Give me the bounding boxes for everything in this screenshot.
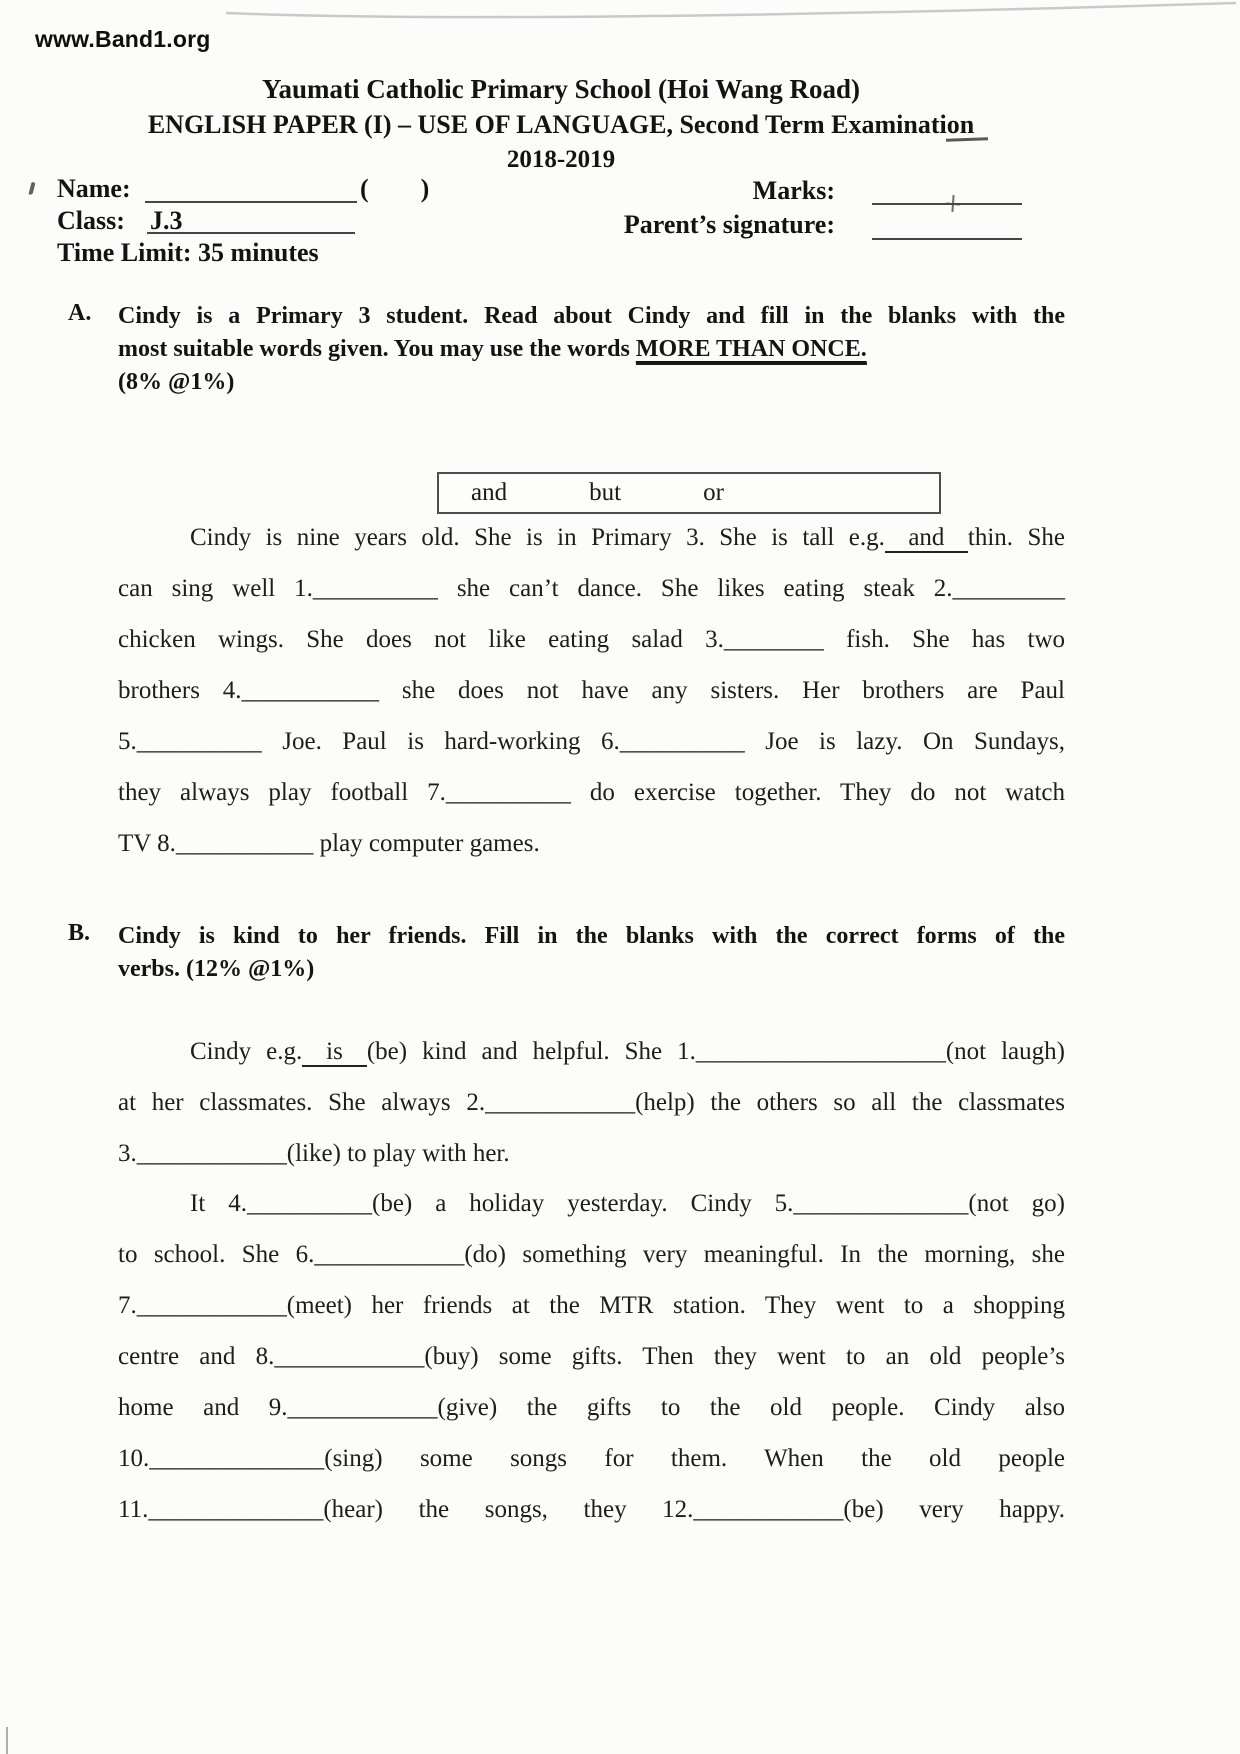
passage-b1-line-1-pre: Cindy e.g. <box>190 1038 303 1065</box>
example-answer-is: is <box>302 1038 367 1067</box>
section-b-instruction-line-1: Cindy is kind to her friends. Fill in the blanks with the correct forms of the <box>118 923 1065 949</box>
section-a-letter: A. <box>68 300 92 326</box>
time-limit-label: Time Limit: 35 minutes <box>57 238 319 267</box>
passage-b2-line-7: 11.______________(hear) the songs, they 12.____________(be) very happy. <box>118 1496 1065 1523</box>
passage-a-line-7: TV 8.___________ play computer games. <box>118 830 540 857</box>
school-name: Yaumati Catholic Primary School (Hoi Wang Road) <box>261 74 860 104</box>
section-a-instruction-line-2 <box>118 333 1065 366</box>
class-label: Class: <box>57 206 125 235</box>
section-a-passage <box>118 512 1065 869</box>
passage-b1-line-2: at her classmates. She always 2.____________(help) the others so all the classmates <box>118 1089 1065 1116</box>
name-field-line[interactable] <box>145 201 357 203</box>
passage-b2-line-2: to school. She 6.____________(do) something very meaningful. In the morning, she <box>118 1241 1065 1268</box>
passage-a-line-4: brothers 4.___________ she does not have any sisters. Her brothers are Paul <box>118 677 1065 704</box>
marks-label: Marks: <box>752 176 835 205</box>
section-a-marks-note: (8% @1%) <box>118 369 235 395</box>
passage-b2-line-1: It 4.__________(be) a holiday yesterday. Cindy 5.______________(not go) <box>190 1190 1065 1217</box>
passage-a-line-1 <box>118 512 1065 563</box>
class-field-line[interactable] <box>147 232 355 234</box>
section-b-instruction-line-2: verbs. (12% @1%) <box>118 956 315 982</box>
scan-artifact-edge-line <box>6 1727 8 1754</box>
passage-a-line-1-post: thin. She <box>967 524 1065 551</box>
passage-b2-line-5: home and 9.____________(give) the gifts to the old people. Cindy also <box>118 1394 1065 1421</box>
class-number-parentheses: ( ) <box>360 174 430 203</box>
marks-field-line[interactable] <box>872 203 1022 205</box>
paper-title: ENGLISH PAPER (I) – USE OF LANGUAGE, Second Term Examination <box>147 110 975 139</box>
example-answer-and: and <box>885 524 968 553</box>
passage-b1-line-1 <box>118 1026 1065 1077</box>
passage-a-line-5: 5.__________ Joe. Paul is hard-working 6.__________ Joe is lazy. On Sundays, <box>118 728 1065 755</box>
word-bank-item-but: but <box>589 479 622 506</box>
parent-signature-label: Parent’s signature: <box>623 210 835 239</box>
class-value: J.3 <box>150 206 183 235</box>
section-b-letter: B. <box>68 920 91 946</box>
scan-artifact-top-curve <box>222 0 1240 24</box>
scan-artifact-ink-speck <box>28 182 35 196</box>
more-than-once-emphasis: MORE THAN ONCE. <box>636 336 867 365</box>
section-b-passage-1 <box>118 1026 1065 1179</box>
exam-year: 2018-2019 <box>506 146 616 173</box>
section-b-instruction <box>118 920 1065 986</box>
word-bank-item-and: and <box>471 479 508 506</box>
section-a-instruction-line-1: Cindy is a Primary 3 student. Read about Cindy and fill in the blanks with the <box>118 303 1065 329</box>
section-b-passage-2 <box>118 1178 1065 1535</box>
site-watermark: www.Band1.org <box>35 26 211 52</box>
passage-b1-line-3: 3.____________(like) to play with her. <box>118 1140 510 1167</box>
parent-signature-field-line[interactable] <box>872 238 1022 240</box>
passage-b2-line-3: 7.____________(meet) her friends at the MTR station. They went to a shopping <box>118 1292 1065 1319</box>
word-bank-item-or: or <box>703 479 724 506</box>
passage-b1-line-1-post: (be) kind and helpful. She 1.____________________(not laugh) <box>366 1038 1065 1065</box>
passage-a-line-2: can sing well 1.__________ she can’t dance. She likes eating steak 2._________ <box>118 575 1065 602</box>
section-a-instruction-line-2-text: most suitable words given. You may use the words <box>118 336 636 362</box>
name-label: Name: <box>57 174 131 203</box>
passage-a-line-1-pre: Cindy is nine years old. She is in Primary 3. She is tall e.g. <box>190 524 885 551</box>
section-a-instruction <box>118 300 1065 399</box>
passage-a-line-3: chicken wings. She does not like eating salad 3.________ fish. She has two <box>118 626 1065 653</box>
word-bank-box <box>437 472 941 514</box>
passage-b2-line-4: centre and 8.____________(buy) some gifts. Then they went to an old people’s <box>118 1343 1065 1370</box>
passage-b2-line-6: 10.______________(sing) some songs for them. When the old people <box>118 1445 1065 1472</box>
passage-a-line-6: they always play football 7.__________ do exercise together. They do not watch <box>118 779 1065 806</box>
